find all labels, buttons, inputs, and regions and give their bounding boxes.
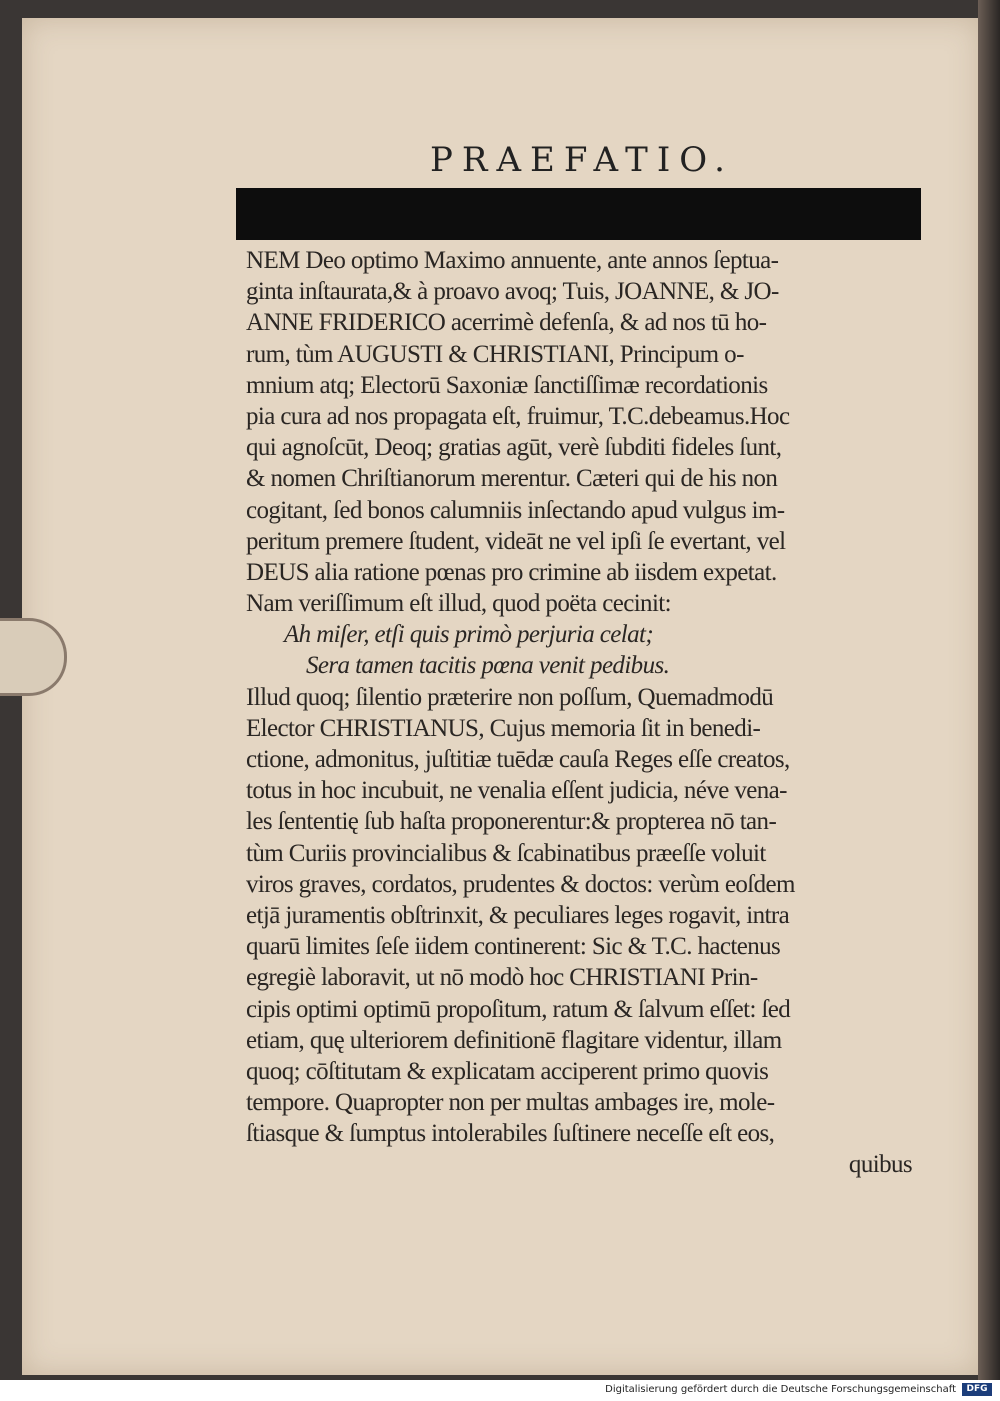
text-line: quarū limites ſeſe iidem continerent: Sic & T.C. hactenus [246, 933, 781, 961]
text-line: ſtiasque & ſumptus intolerabiles ſuſtinere neceſſe eſt eos, [246, 1120, 775, 1148]
text-line: egregiè laboravit, ut nō modò hoc CHRISTIANI Prin- [246, 964, 758, 992]
text-line: & nomen Chriſtianorum merentur. Cæteri qui de his non [246, 465, 778, 493]
text-line: rum, tùm AUGUSTI & CHRISTIANI, Principum o- [246, 340, 744, 368]
dfg-logo: DFG [962, 1383, 992, 1396]
text-line: les ſententię ſub haſta proponerentur:& propterea nō tan- [246, 808, 777, 836]
text-line: mnium atq; Electorū Saxoniæ ſanctiſſimæ recordationis [246, 371, 768, 399]
book-spine [978, 0, 1000, 1380]
text-line: peritum premere ſtudent, videāt ne vel ipſi ſe evertant, vel [246, 527, 786, 555]
text-line: tùm Curiis provincialibus & ſcabinatibus præeſſe voluit [246, 839, 766, 867]
text-line: cogitant, ſed bonos calumniis inſectando apud vulgus im- [246, 496, 785, 524]
text-line: ginta inſtaurata,& à proavo avoq; Tuis, JOANNE, & JO- [246, 278, 779, 306]
text-line: etjā juramentis obſtrinxit, & peculiares leges rogavit, intra [246, 901, 790, 929]
text-line: tempore. Quapropter non per multas ambages ire, mole- [246, 1089, 775, 1117]
funding-credit: Digitalisierung gefördert durch die Deutsche Forschungsgemeinschaft [605, 1384, 956, 1395]
text-line: qui agnoſcūt, Deoq; gratias agūt, verè ſubditi fideles ſunt, [246, 434, 782, 462]
running-head: PRAEFATIO. [430, 140, 734, 180]
text-line: etiam, quę ulteriorem definitionē flagitare videntur, illam [246, 1026, 782, 1054]
redacted-bar [236, 188, 921, 240]
text-line: cipis optimi optimū propoſitum, ratum & ſalvum eſſet: ſed [246, 995, 791, 1023]
text-line: viros graves, cordatos, prudentes & doctos: verùm eoſdem [246, 870, 795, 898]
text-line: pia cura ad nos propagata eſt, fruimur, T.C.debeamus.Hoc [246, 402, 790, 430]
text-line: Elector CHRISTIANUS, Cujus memoria ſit in benedi- [246, 714, 761, 742]
text-line: totus in hoc incubuit, ne venalia eſſent judicia, néve vena- [246, 777, 787, 805]
verse-line: Ah miſer, etſi quis primò perjuria celat; [284, 621, 654, 649]
text-line: NEM Deo optimo Maximo annuente, ante annos ſeptua- [246, 247, 779, 274]
catchword: quibus [848, 1151, 912, 1179]
text-line: ctione, admonitus, juſtitiæ tuēdæ cauſa Reges eſſe creatos, [246, 746, 790, 773]
text-line: Illud quoq; ſilentio præterire non poſſum, Quemadmodū [246, 683, 774, 711]
text-line: DEUS alia ratione pœnas pro crimine ab iisdem expetat. [246, 558, 777, 586]
text-line: Nam veriſſimum eſt illud, quod poëta cecinit: [246, 590, 671, 618]
text-line: quoq; cōſtitutam & explicatam acciperent primo quovis [246, 1057, 769, 1085]
verse-line: Sera tamen tacitis pœna venit pedibus. [306, 652, 670, 680]
text-line: ANNE FRIDERICO acerrimè defenſa, & ad nos tū ho- [246, 309, 767, 337]
body-text [246, 245, 936, 1181]
